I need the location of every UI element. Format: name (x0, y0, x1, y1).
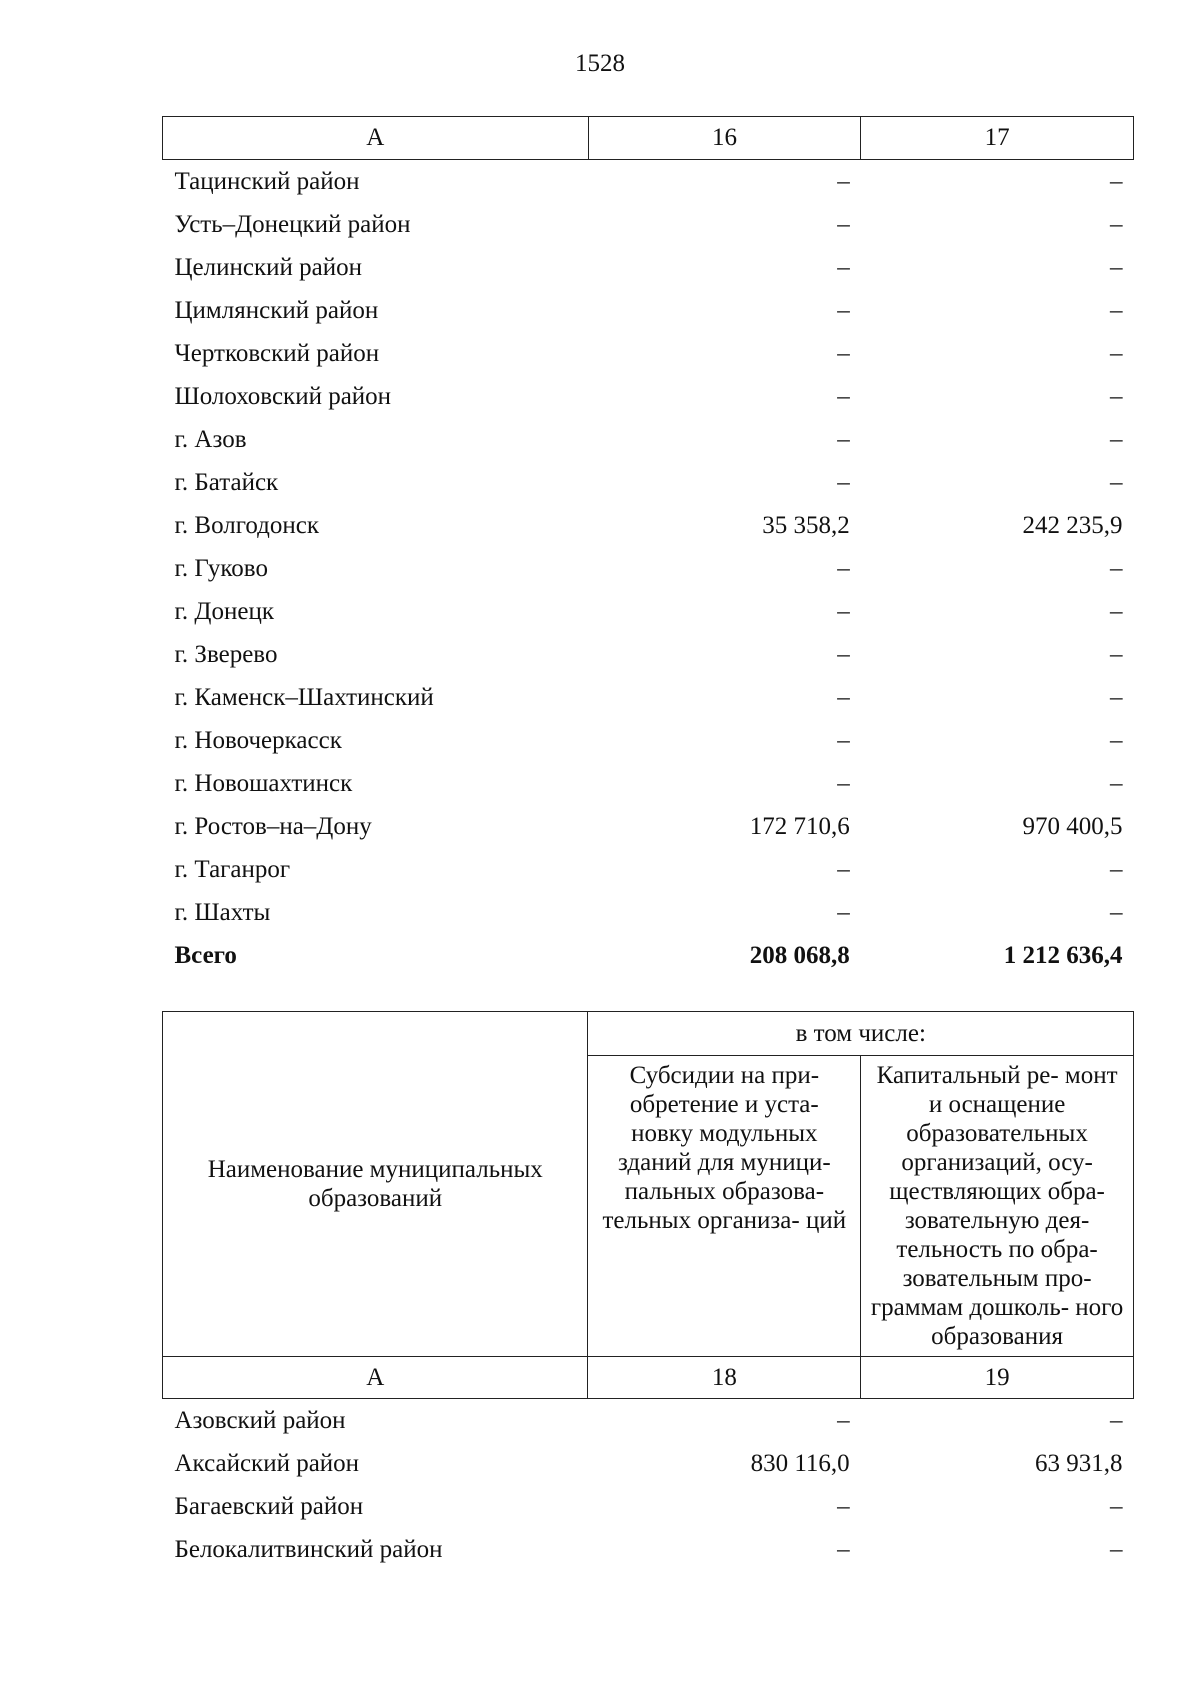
municipality-name: Тацинский район (174, 167, 360, 195)
municipality-name: Белокалитвинский район (174, 1535, 443, 1563)
table-row (163, 203, 1134, 246)
value-17: – (1110, 210, 1123, 238)
municipality-name: Шолоховский район (174, 382, 392, 410)
value-16: – (837, 683, 850, 711)
page-number: 1528 (575, 50, 625, 77)
value-16: 172 710,6 (749, 812, 850, 840)
municipality-name-header: Наименование муниципальных образований (163, 1012, 588, 1357)
municipality-name: Аксайский район (174, 1449, 360, 1477)
value-17: – (1110, 296, 1123, 324)
value-17: – (1110, 726, 1123, 754)
header-group-row (163, 1012, 1134, 1056)
budget-table-columns-18-19 (162, 1011, 1134, 1571)
value-17: – (1110, 769, 1123, 797)
municipality-name: Азовский район (174, 1406, 346, 1434)
value-17: – (1110, 468, 1123, 496)
value-16: – (837, 597, 850, 625)
budget-table-columns-16-17 (162, 116, 1134, 977)
value-18: – (837, 1406, 850, 1434)
column-index-row (163, 117, 1134, 160)
value-17: – (1110, 425, 1123, 453)
table-row (163, 289, 1134, 332)
value-17: – (1110, 253, 1123, 281)
table-row (163, 676, 1134, 719)
table-row (163, 332, 1134, 375)
value-16: – (837, 554, 850, 582)
table-row (163, 805, 1134, 848)
total-row (163, 934, 1134, 977)
table-row (163, 375, 1134, 418)
column-index-a: А (163, 117, 589, 160)
value-17: – (1110, 898, 1123, 926)
table-row (163, 762, 1134, 805)
column-index-a: А (163, 1357, 588, 1399)
value-16: 35 358,2 (762, 511, 850, 539)
column-index-19: 19 (861, 1357, 1134, 1399)
table-row (163, 1485, 1134, 1528)
total-value-17: 1 212 636,4 (1003, 941, 1123, 969)
capital-repair-header: Капитальный ре- монт и оснащение образовательных организаций, осу- ществляющих обра- зовательную дея- тельность по обра- зовательным про- граммам дошколь- ного образования (861, 1056, 1134, 1357)
value-17: 970 400,5 (1022, 812, 1123, 840)
municipality-name: Багаевский район (174, 1492, 364, 1520)
table-row (163, 1399, 1134, 1443)
municipality-name: г. Каменск–Шахтинский (174, 683, 434, 711)
value-18: 830 116,0 (750, 1449, 850, 1477)
value-18: – (837, 1492, 850, 1520)
total-label: Всего (174, 941, 237, 969)
table-row (163, 246, 1134, 289)
municipality-name: г. Таганрог (174, 855, 291, 883)
value-17: – (1110, 597, 1123, 625)
value-17: – (1110, 640, 1123, 668)
value-17: – (1110, 554, 1123, 582)
column-index-17: 17 (861, 117, 1134, 160)
municipality-name: г. Зверево (174, 640, 278, 668)
value-16: – (837, 339, 850, 367)
municipality-name: г. Шахты (174, 898, 271, 926)
value-16: – (837, 640, 850, 668)
table-row (163, 891, 1134, 934)
value-19: 63 931,8 (1035, 1449, 1123, 1477)
municipality-name: Целинский район (174, 253, 362, 281)
table-row (163, 719, 1134, 762)
table-row (163, 547, 1134, 590)
municipality-name: Чертковский район (174, 339, 380, 367)
value-16: – (837, 296, 850, 324)
municipality-name: г. Волгодонск (174, 511, 320, 539)
table-row (163, 590, 1134, 633)
municipality-name: г. Новошахтинск (174, 769, 353, 797)
municipality-name: г. Ростов–на–Дону (174, 812, 372, 840)
total-value-16: 208 068,8 (749, 941, 850, 969)
table-row (163, 418, 1134, 461)
table-row (163, 461, 1134, 504)
value-17: – (1110, 167, 1123, 195)
municipality-name: г. Донецк (174, 597, 274, 625)
value-17: – (1110, 855, 1123, 883)
value-17: – (1110, 683, 1123, 711)
value-16: – (837, 425, 850, 453)
table-body (163, 1399, 1134, 1572)
column-index-16: 16 (588, 117, 861, 160)
value-16: – (837, 167, 850, 195)
value-19: – (1110, 1492, 1123, 1520)
value-16: – (837, 855, 850, 883)
value-16: – (837, 468, 850, 496)
table-body (163, 160, 1134, 935)
value-16: – (837, 726, 850, 754)
table-row (163, 848, 1134, 891)
municipality-name: г. Азов (174, 425, 247, 453)
value-16: – (837, 210, 850, 238)
municipality-name: г. Новочеркасск (174, 726, 342, 754)
municipality-name: г. Гуково (174, 554, 268, 582)
value-16: – (837, 769, 850, 797)
value-17: – (1110, 382, 1123, 410)
table-row (163, 633, 1134, 676)
municipality-name: Усть–Донецкий район (174, 210, 411, 238)
value-18: – (837, 1535, 850, 1563)
value-17: – (1110, 339, 1123, 367)
value-16: – (837, 898, 850, 926)
value-19: – (1110, 1535, 1123, 1563)
value-19: – (1110, 1406, 1123, 1434)
municipality-name: г. Батайск (174, 468, 279, 496)
table-row (163, 1528, 1134, 1571)
value-16: – (837, 382, 850, 410)
modular-buildings-subsidy-header: Субсидии на при- обретение и уста- новку модульных зданий для муници- пальных образова- тельных организа- ций (588, 1056, 861, 1357)
table-row (163, 160, 1134, 204)
table-row (163, 1442, 1134, 1485)
municipality-name: Цимлянский район (174, 296, 379, 324)
table-row (163, 504, 1134, 547)
column-index-18: 18 (588, 1357, 861, 1399)
value-16: – (837, 253, 850, 281)
including-group-header: в том числе: (588, 1012, 1134, 1056)
column-index-row (163, 1357, 1134, 1399)
value-17: 242 235,9 (1022, 511, 1123, 539)
